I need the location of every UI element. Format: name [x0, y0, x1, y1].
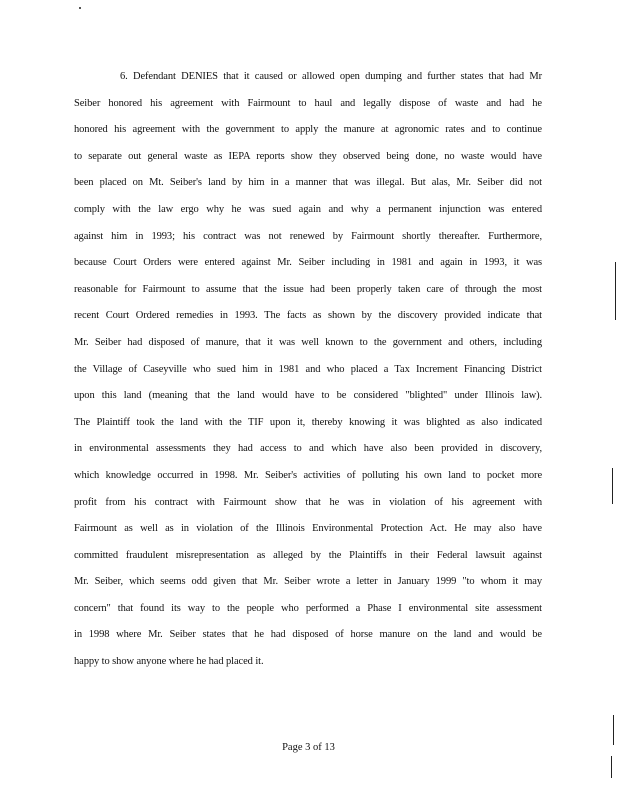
scan-mark — [615, 262, 616, 320]
paragraph-line: honored his agreement with the government to apply the manure at agronomic rates and to continue — [74, 124, 542, 136]
scan-mark — [611, 756, 612, 778]
paragraph-line: Seiber honored his agreement with Fairmount to haul and legally dispose of waste and had he — [74, 97, 542, 109]
paragraph-line: reasonable for Fairmount to assume that the issue had been properly taken care of through the most — [74, 283, 542, 295]
paragraph-line: in 1998 where Mr. Seiber states that he had disposed of horse manure on the land and would be — [74, 629, 542, 641]
page-number-footer: Page 3 of 13 — [282, 742, 335, 753]
paragraph-line: Mr. Seiber, which seems odd given that Mr. Seiber wrote a letter in January 1999 "to whom it may — [74, 576, 542, 588]
paragraph-line: Fairmount as well as in violation of the Illinois Environmental Protection Act. He may also have — [74, 523, 542, 535]
paragraph-line: profit from his contract with Fairmount show that he was in violation of his agreement with — [74, 496, 542, 508]
paragraph-line: upon this land (meaning that the land would have to be considered "blighted" under Illinois law). — [74, 390, 542, 402]
paragraph-line: recent Court Ordered remedies in 1993. The facts as shown by the discovery provided indicate that — [74, 310, 542, 322]
paragraph-line: Mr. Seiber had disposed of manure, that it was well known to the government and others, including — [74, 336, 542, 348]
paragraph-line: which knowledge occurred in 1998. Mr. Seiber's activities of polluting his own land to pocket more — [74, 469, 542, 481]
paragraph-line: the Village of Caseyville who sued him in 1981 and who placed a Tax Increment Financing District — [74, 363, 542, 375]
paragraph-line: comply with the law ergo why he was sued again and why a permanent injunction was entered — [74, 203, 542, 215]
paragraph-line: committed fraudulent misrepresentation as alleged by the Plaintiffs in their Federal lawsuit against — [74, 549, 542, 561]
paragraph-line: to separate out general waste as IEPA reports show they observed being done, no waste would have — [74, 150, 542, 162]
paragraph-line: concern" that found its way to the people who performed a Phase I environmental site assessment — [74, 602, 542, 614]
paragraph-line: against him in 1993; his contract was not renewed by Fairmount shortly thereafter. Furthermore, — [74, 230, 542, 242]
paragraph-line: The Plaintiff took the land with the TIF upon it, thereby knowing it was blighted as also indicated — [74, 416, 542, 428]
paragraph-line: because Court Orders were entered against Mr. Seiber including in 1981 and again in 1993, it was — [74, 257, 542, 269]
paragraph-line: 6. Defendant DENIES that it caused or allowed open dumping and further states that had Mr — [120, 71, 542, 82]
scan-speck — [79, 7, 81, 9]
paragraph-line: happy to show anyone where he had placed it. — [74, 656, 264, 668]
scan-mark — [613, 715, 614, 745]
scan-mark — [612, 468, 613, 504]
paragraph-6 — [74, 60, 542, 672]
paragraph-line: been placed on Mt. Seiber's land by him in a manner that was illegal. But alas, Mr. Seiber did not — [74, 177, 542, 189]
paragraph-line: in environmental assessments they had access to and which have also been provided in discovery, — [74, 443, 542, 455]
